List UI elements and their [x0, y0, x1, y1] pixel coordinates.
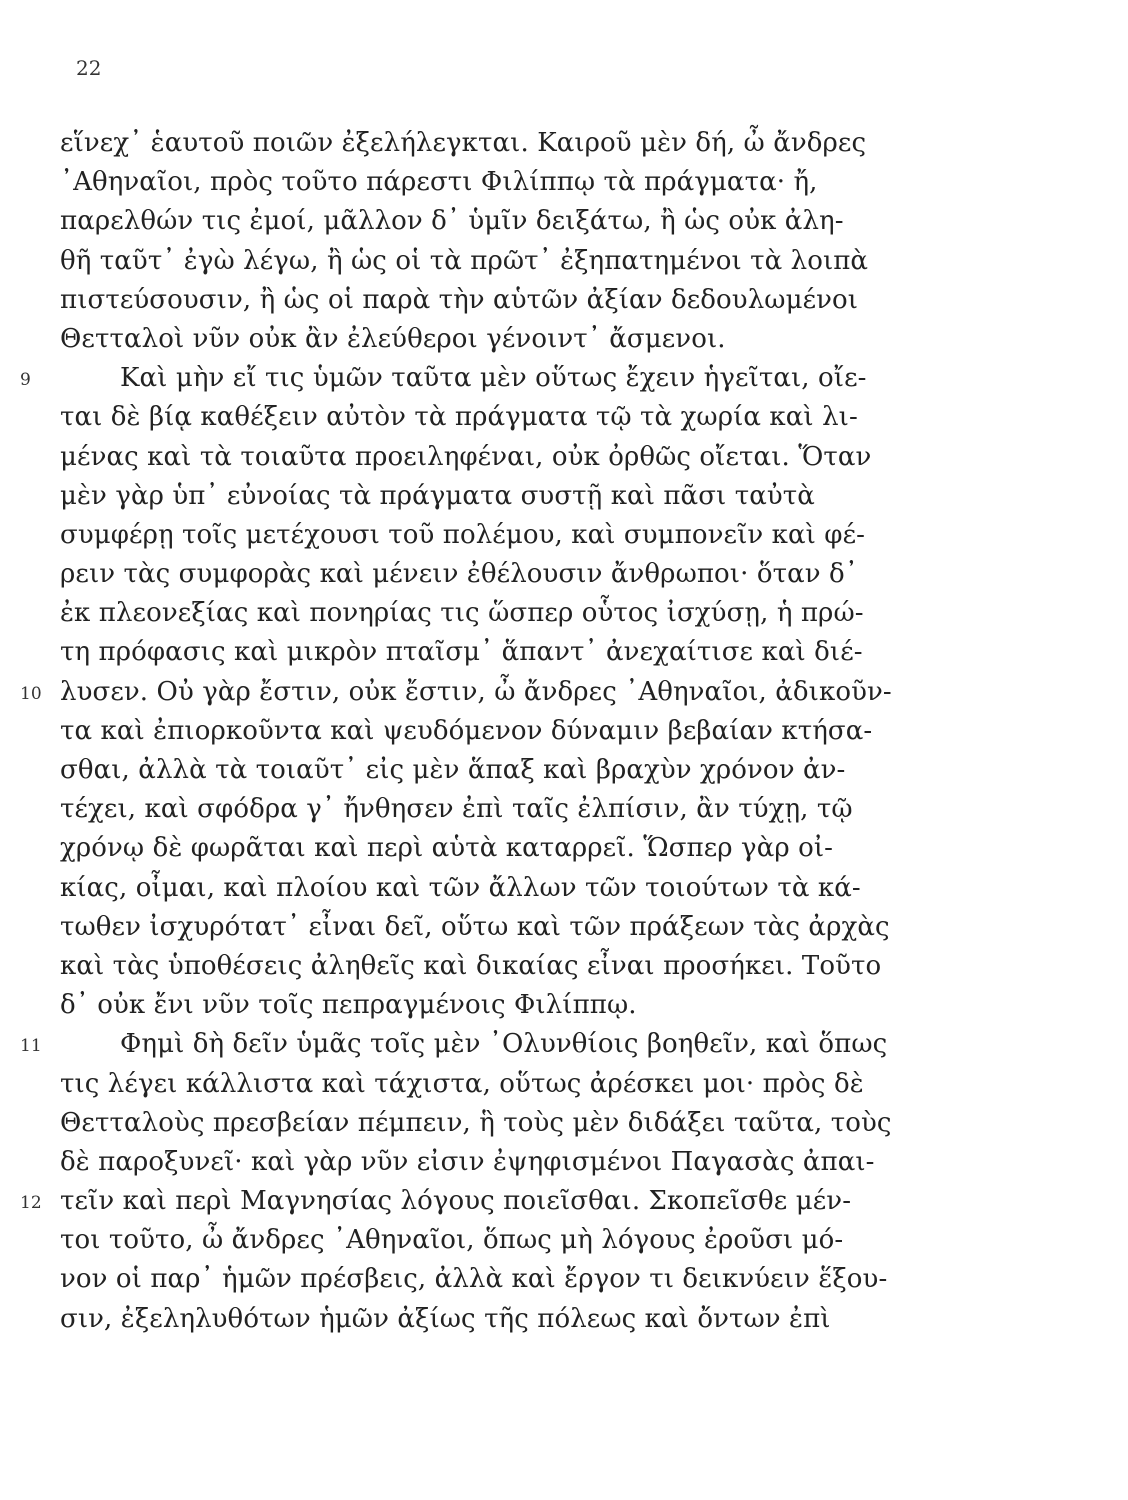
- text-line: [60, 829, 955, 868]
- line-text: παρελθών τις ἐμοί, μᾶλλον δ᾽ ὑμῖν δειξάτω, ἢ ὡς οὐκ ἀλη-: [60, 206, 844, 237]
- text-line: [60, 1104, 955, 1143]
- line-text: τέχει, καὶ σφόδρα γ᾽ ἤνθησεν ἐπὶ ταῖς ἐλπίσιν, ἂν τύχῃ, τῷ: [60, 794, 853, 825]
- line-text: τεῖν καὶ περὶ Μαγνησίας λόγους ποιεῖσθαι. Σκοπεῖσθε μέν-: [60, 1186, 852, 1217]
- text-line: [60, 1221, 955, 1260]
- text-line: [60, 712, 955, 751]
- line-text: νον οἱ παρ᾽ ἡμῶν πρέσβεις, ἀλλὰ καὶ ἔργον τι δεικνύειν ἕξου-: [60, 1264, 888, 1295]
- line-text: τωθεν ἰσχυρότατ᾽ εἶναι δεῖ, οὕτω καὶ τῶν πράξεων τὰς ἀρχὰς: [60, 911, 890, 942]
- text-line: [60, 124, 955, 163]
- line-text: τη πρόφασις καὶ μικρὸν πταῖσμ᾽ ἅπαντ᾽ ἀνεχαίτισε καὶ διέ-: [60, 637, 863, 668]
- text-line: [60, 320, 955, 359]
- line-text: λυσεν. Οὐ γὰρ ἔστιν, οὐκ ἔστιν, ὦ ἄνδρες ᾽Αθηναῖοι, ἀδικοῦν-: [60, 676, 892, 707]
- line-text: δ᾽ οὐκ ἔνι νῦν τοῖς πεπραγμένοις Φιλίππῳ.: [60, 990, 637, 1021]
- line-text: καὶ τὰς ὑποθέσεις ἀληθεῖς καὶ δικαίας εἶναι προσήκει. Τοῦτο: [60, 950, 882, 981]
- line-text: θῆ ταῦτ᾽ ἐγὼ λέγω, ἢ ὡς οἱ τὰ πρῶτ᾽ ἐξηπατημένοι τὰ λοιπὰ: [60, 245, 869, 276]
- line-text: ται δὲ βίᾳ καθέξειν αὐτὸν τὰ πράγματα τῷ τὰ χωρία καὶ λι-: [60, 402, 858, 433]
- section-number: 10: [20, 683, 42, 704]
- line-text: κίας, οἶμαι, καὶ πλοίου καὶ τῶν ἄλλων τῶν τοιούτων τὰ κά-: [60, 872, 861, 903]
- line-text: τις λέγει κάλλιστα καὶ τάχιστα, οὕτως ἀρέσκει μοι· πρὸς δὲ: [60, 1068, 864, 1099]
- text-line: [60, 1300, 955, 1339]
- text-line: [60, 594, 955, 633]
- line-text: Θετταλοὶ νῦν οὐκ ἂν ἐλεύθεροι γένοιντ᾽ ἄσμενοι.: [60, 323, 726, 354]
- text-line: [60, 869, 955, 908]
- line-text: ᾽Αθηναῖοι, πρὸς τοῦτο πάρεστι Φιλίππῳ τὰ πράγματα· ἤ,: [60, 167, 818, 198]
- line-text: ρειν τὰς συμφορὰς καὶ μένειν ἐθέλουσιν ἄνθρωποι· ὅταν δ᾽: [60, 559, 858, 590]
- section-number: 11: [20, 1036, 42, 1057]
- line-text: εἵνεχ᾽ ἑαυτοῦ ποιῶν ἐξελήλεγκται. Καιροῦ μὲν δή, ὦ ἄνδρες: [60, 128, 867, 158]
- text-line: [60, 163, 955, 202]
- page-number: 22: [76, 56, 102, 80]
- text-line: [60, 242, 955, 281]
- text-line: [60, 1065, 955, 1104]
- text-line: [60, 438, 955, 477]
- line-text: χρόνῳ δὲ φωρᾶται καὶ περὶ αὑτὰ καταρρεῖ. Ὥσπερ γὰρ οἰ-: [60, 833, 834, 864]
- text-line: [60, 908, 955, 947]
- section-number: 12: [20, 1193, 42, 1214]
- text-line: [20, 1182, 955, 1221]
- text-line: [60, 281, 955, 320]
- text-line: [20, 1025, 955, 1064]
- text-line: [60, 633, 955, 672]
- line-text: μένας καὶ τὰ τοιαῦτα προειληφέναι, οὐκ ὀρθῶς οἴεται. Ὅταν: [60, 441, 872, 472]
- line-text: σιν, ἐξεληλυθότων ἡμῶν ἀξίως τῆς πόλεως καὶ ὄντων ἐπὶ: [60, 1303, 831, 1334]
- line-text: τα καὶ ἐπιορκοῦντα καὶ ψευδόμενον δύναμιν βεβαίαν κτήσα-: [60, 715, 873, 746]
- line-text: δὲ παροξυνεῖ· καὶ γὰρ νῦν εἰσιν ἐψηφισμένοι Παγασὰς ἀπαι-: [60, 1146, 875, 1177]
- text-line: [60, 398, 955, 437]
- line-text: συμφέρῃ τοῖς μετέχουσι τοῦ πολέμου, καὶ συμπονεῖν καὶ φέ-: [60, 519, 866, 550]
- line-text: σθαι, ἀλλὰ τὰ τοιαῦτ᾽ εἰς μὲν ἅπαξ καὶ βραχὺν χρόνον ἀν-: [60, 755, 846, 785]
- text-line: [60, 516, 955, 555]
- line-text: Καὶ μὴν εἴ τις ὑμῶν ταῦτα μὲν οὕτως ἔχειν ἡγεῖται, οἴε-: [120, 363, 867, 394]
- text-line: [60, 947, 955, 986]
- text-line: [60, 1260, 955, 1299]
- text-line: [20, 673, 955, 712]
- line-text: ἐκ πλεονεξίας καὶ πονηρίας τις ὥσπερ οὗτος ἰσχύσῃ, ἡ πρώ-: [60, 598, 864, 629]
- line-text: πιστεύσουσιν, ἢ ὡς οἱ παρὰ τὴν αὑτῶν ἀξίαν δεδουλωμένοι: [60, 284, 859, 315]
- text-line: [60, 790, 955, 829]
- section-number: 9: [20, 370, 31, 391]
- text-line: [60, 477, 955, 516]
- line-text: Θετταλοὺς πρεσβείαν πέμπειν, ἣ τοὺς μὲν διδάξει ταῦτα, τοὺς: [60, 1107, 892, 1138]
- text-line: [60, 751, 955, 790]
- text-line: [60, 202, 955, 241]
- line-text: μὲν γὰρ ὑπ᾽ εὐνοίας τὰ πράγματα συστῇ καὶ πᾶσι ταὐτὰ: [60, 480, 815, 511]
- text-line: [20, 359, 955, 398]
- text-line: [60, 555, 955, 594]
- line-text: Φημὶ δὴ δεῖν ὑμᾶς τοῖς μὲν ᾽Ολυνθίοις βοηθεῖν, καὶ ὅπως: [120, 1029, 888, 1060]
- text-line: [60, 986, 955, 1025]
- text-body: [20, 124, 955, 1339]
- text-line: [60, 1143, 955, 1182]
- line-text: τοι τοῦτο, ὦ ἄνδρες ᾽Αθηναῖοι, ὅπως μὴ λόγους ἐροῦσι μό-: [60, 1225, 844, 1256]
